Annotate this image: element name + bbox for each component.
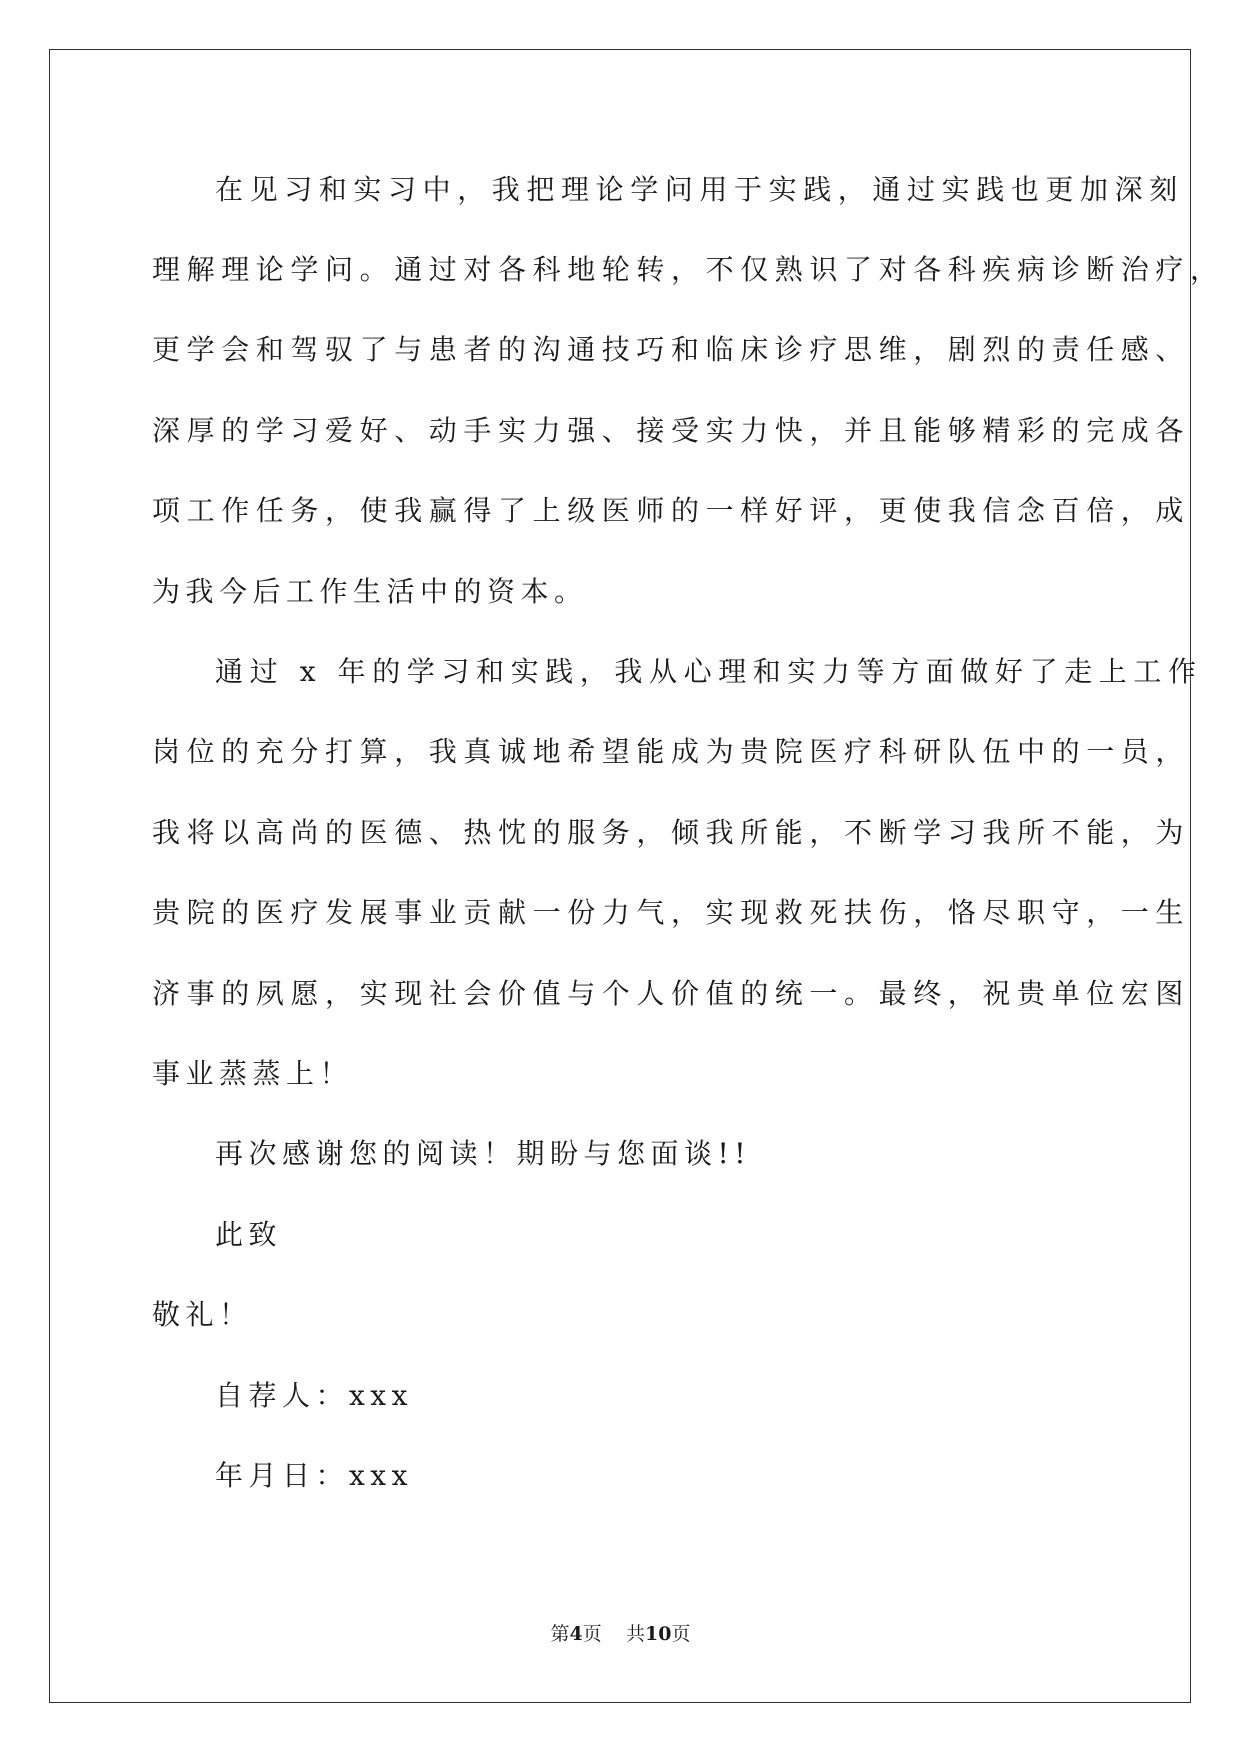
paragraph-1-line-3: 更学会和驾驭了与患者的沟通技巧和临床诊疗思维，剧烈的责任感、 [152,333,1191,366]
salutation-cizhi: 此致 [215,1218,283,1251]
footer-page-number: 4 [569,1623,583,1645]
footer-total-suffix: 页 [671,1623,691,1645]
footer-total-pages: 10 [644,1623,672,1645]
page-footer [0,1622,1241,1646]
footer-total-prefix: 共 [625,1623,645,1645]
paragraph-2-line-6: 事业蒸蒸上！ [152,1057,354,1090]
signature-line: 自荐人：xxx [215,1379,413,1412]
paragraph-2-line-5: 济事的夙愿，实现社会价值与个人价值的统一。最终，祝贵单位宏图 [152,977,1191,1010]
footer-page-suffix: 页 [582,1623,602,1645]
page-border [49,49,1191,1703]
closing-thanks: 再次感谢您的阅读！期盼与您面谈!! [215,1137,752,1170]
date-line: 年月日：xxx [215,1459,413,1492]
paragraph-1-line-4: 深厚的学习爱好、动手实力强、接受实力快，并且能够精彩的完成各 [152,414,1191,447]
salutation-jingli: 敬礼！ [152,1298,253,1331]
paragraph-1-line-1: 在见习和实习中，我把理论学问用于实践，通过实践也更加深刻 [215,173,1184,206]
paragraph-1-line-2: 理解理论学问。通过对各科地轮转，不仅熟识了对各科疾病诊断治疗， [152,253,1225,286]
paragraph-2-line-4: 贵院的医疗发展事业贡献一份力气，实现救死扶伤，恪尽职守，一生 [152,896,1191,929]
paragraph-2-line-1: 通过 x 年的学习和实践，我从心理和实力等方面做好了走上工作 [215,655,1203,688]
paragraph-1-line-6: 为我今后工作生活中的资本。 [152,575,588,608]
paragraph-2-line-2: 岗位的充分打算，我真诚地希望能成为贵院医疗科研队伍中的一员， [152,735,1191,768]
paragraph-1-line-5: 项工作任务，使我赢得了上级医师的一样好评，更使我信念百倍，成 [152,494,1191,527]
footer-page-prefix: 第 [550,1623,570,1645]
paragraph-2-line-3: 我将以高尚的医德、热忱的服务，倾我所能，不断学习我所不能，为 [152,816,1191,849]
